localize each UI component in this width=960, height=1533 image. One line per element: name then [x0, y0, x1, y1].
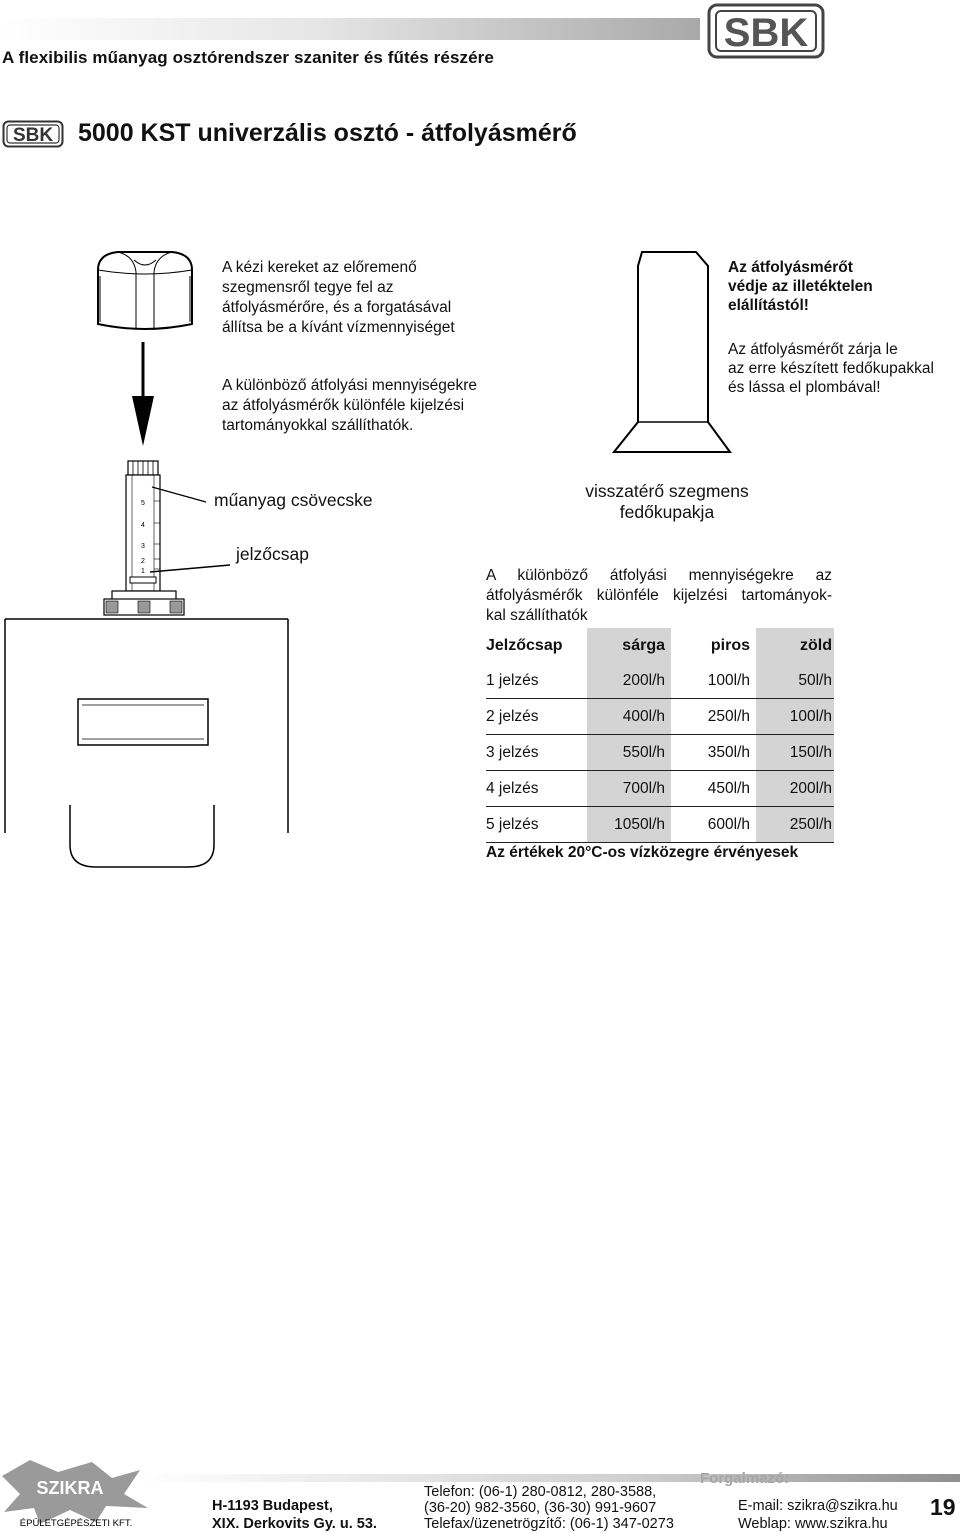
table-cell: 2 jelzés [486, 699, 587, 735]
instructions-line: tartományokkal szállíthatók. [222, 417, 414, 434]
label-tube: műanyag csövecske [214, 490, 373, 510]
header-subtitle: A flexibilis műanyag osztórendszer szaniter és fűtés részére [2, 48, 494, 67]
instructions-paragraph-2 [222, 376, 477, 436]
table-cell: 700l/h [587, 771, 671, 807]
footer-email: E-mail: szikra@szikra.hu [738, 1498, 898, 1514]
scale-2: 2 [141, 558, 145, 565]
sbk-logo-text: SBK [723, 11, 809, 55]
hand-wheel-illustration [90, 248, 200, 448]
table-intro-line: kal szállíthatók [486, 607, 588, 624]
footer-address [212, 1497, 377, 1533]
warning-line: Az átfolyásmérőt zárja le [728, 341, 898, 358]
table-row [486, 771, 834, 807]
table-cell: 200l/h [587, 663, 671, 699]
szikra-logo-subtext: ÉPÜLETGÉPÉSZETI KFT. [19, 1518, 133, 1529]
footer-address-line: H-1193 Budapest, [212, 1498, 333, 1514]
warning-line: elállítástól! [728, 297, 809, 314]
instructions-line: az átfolyásmérők különféle kijelzési [222, 397, 465, 414]
instructions-paragraph-1 [222, 258, 455, 338]
table-cell: 5 jelzés [486, 807, 587, 843]
table-cell: 150l/h [756, 735, 834, 771]
table-note: Az értékek 20°C-os vízközegre érvényesek [486, 844, 799, 861]
footer-distributor-label: Forgalmazó: [700, 1470, 790, 1487]
warning-line: védje az illetéktelen [728, 278, 873, 295]
table-cell: 3 jelzés [486, 735, 587, 771]
label-indicator: jelzőcsap [236, 544, 309, 564]
warning-bold [728, 258, 873, 315]
table-row [486, 735, 834, 771]
table-row [486, 699, 834, 735]
sbk-logo-small-text: SBK [12, 125, 54, 146]
table-cell: 550l/h [587, 735, 671, 771]
table-cell: 4 jelzés [486, 771, 587, 807]
table-cell: 200l/h [756, 771, 834, 807]
label-cap-line: visszatérő szegmens [585, 481, 749, 501]
sbk-logo-small [2, 120, 64, 148]
instructions-line: állítsa be a kívánt vízmennyiséget [222, 319, 455, 336]
table-intro-line: A különböző átfolyási mennyiségekre az [486, 567, 832, 584]
page-number: 19 [930, 1494, 956, 1520]
szikra-logo [0, 1458, 150, 1530]
table-cell: 100l/h [671, 663, 756, 699]
table-cell: 1 jelzés [486, 663, 587, 699]
scale-4: 4 [141, 522, 145, 529]
footer-address-line: XIX. Derkovits Gy. u. 53. [212, 1516, 377, 1532]
cap-illustration [612, 250, 732, 456]
scale-1: 1 [141, 568, 145, 575]
table-cell: 250l/h [756, 807, 834, 843]
scale-5: 5 [141, 500, 145, 507]
table-header-row [486, 628, 834, 663]
warning-line: és lássa el plombával! [728, 379, 881, 396]
label-cap [556, 481, 778, 523]
table-intro [486, 566, 832, 626]
flowmeter-illustration [0, 455, 300, 875]
flow-rate-table [486, 628, 834, 843]
instructions-line: A kézi kereket az előremenő [222, 259, 417, 276]
table-cell: 400l/h [587, 699, 671, 735]
page-title: 5000 KST univerzális osztó - átfolyásmérő [78, 119, 577, 147]
table-header-cell: zöld [756, 628, 834, 663]
table-header-cell: Jelzőcsap [486, 636, 563, 654]
warning-line: Az átfolyásmérőt [728, 259, 853, 276]
sbk-logo [706, 2, 826, 60]
table-cell: 1050l/h [587, 807, 671, 843]
header-gradient-bar [0, 18, 700, 40]
table-cell: 450l/h [671, 771, 756, 807]
table-cell: 600l/h [671, 807, 756, 843]
warning-line: az erre készített fedőkupakkal [728, 360, 934, 377]
warning-text [728, 340, 934, 397]
instructions-line: átfolyásmérőre, és a forgatásával [222, 299, 452, 316]
footer-gradient-bar [140, 1474, 960, 1482]
table-cell: 50l/h [756, 663, 834, 699]
table-cell: 250l/h [671, 699, 756, 735]
footer-web: Weblap: www.szikra.hu [738, 1516, 888, 1532]
table-row [486, 807, 834, 843]
table-header-cell: piros [710, 636, 750, 654]
table-header-cell: sárga [587, 628, 671, 663]
footer-phone-line: Telefon: (06-1) 280-0812, 280-3588, [424, 1484, 657, 1500]
footer-phones [424, 1484, 674, 1532]
footer-phone-line: (36-20) 982-3560, (36-30) 991-9607 [424, 1500, 657, 1516]
footer-contact [738, 1497, 898, 1533]
table-intro-line: átfolyásmérők különféle kijelzési tartományok- [486, 587, 832, 604]
label-cap-line: fedőkupakja [619, 502, 715, 522]
footer-phone-line: Telefax/üzenetrögzítő: (06-1) 347-0273 [424, 1516, 674, 1532]
instructions-line: szegmensről tegye fel az [222, 279, 394, 296]
szikra-logo-text: SZIKRA [36, 1478, 104, 1498]
instructions-line: A különböző átfolyási mennyiségekre [222, 377, 478, 394]
table-cell: 100l/h [756, 699, 834, 735]
table-cell: 350l/h [671, 735, 756, 771]
table-row [486, 663, 834, 699]
scale-3: 3 [141, 543, 145, 550]
